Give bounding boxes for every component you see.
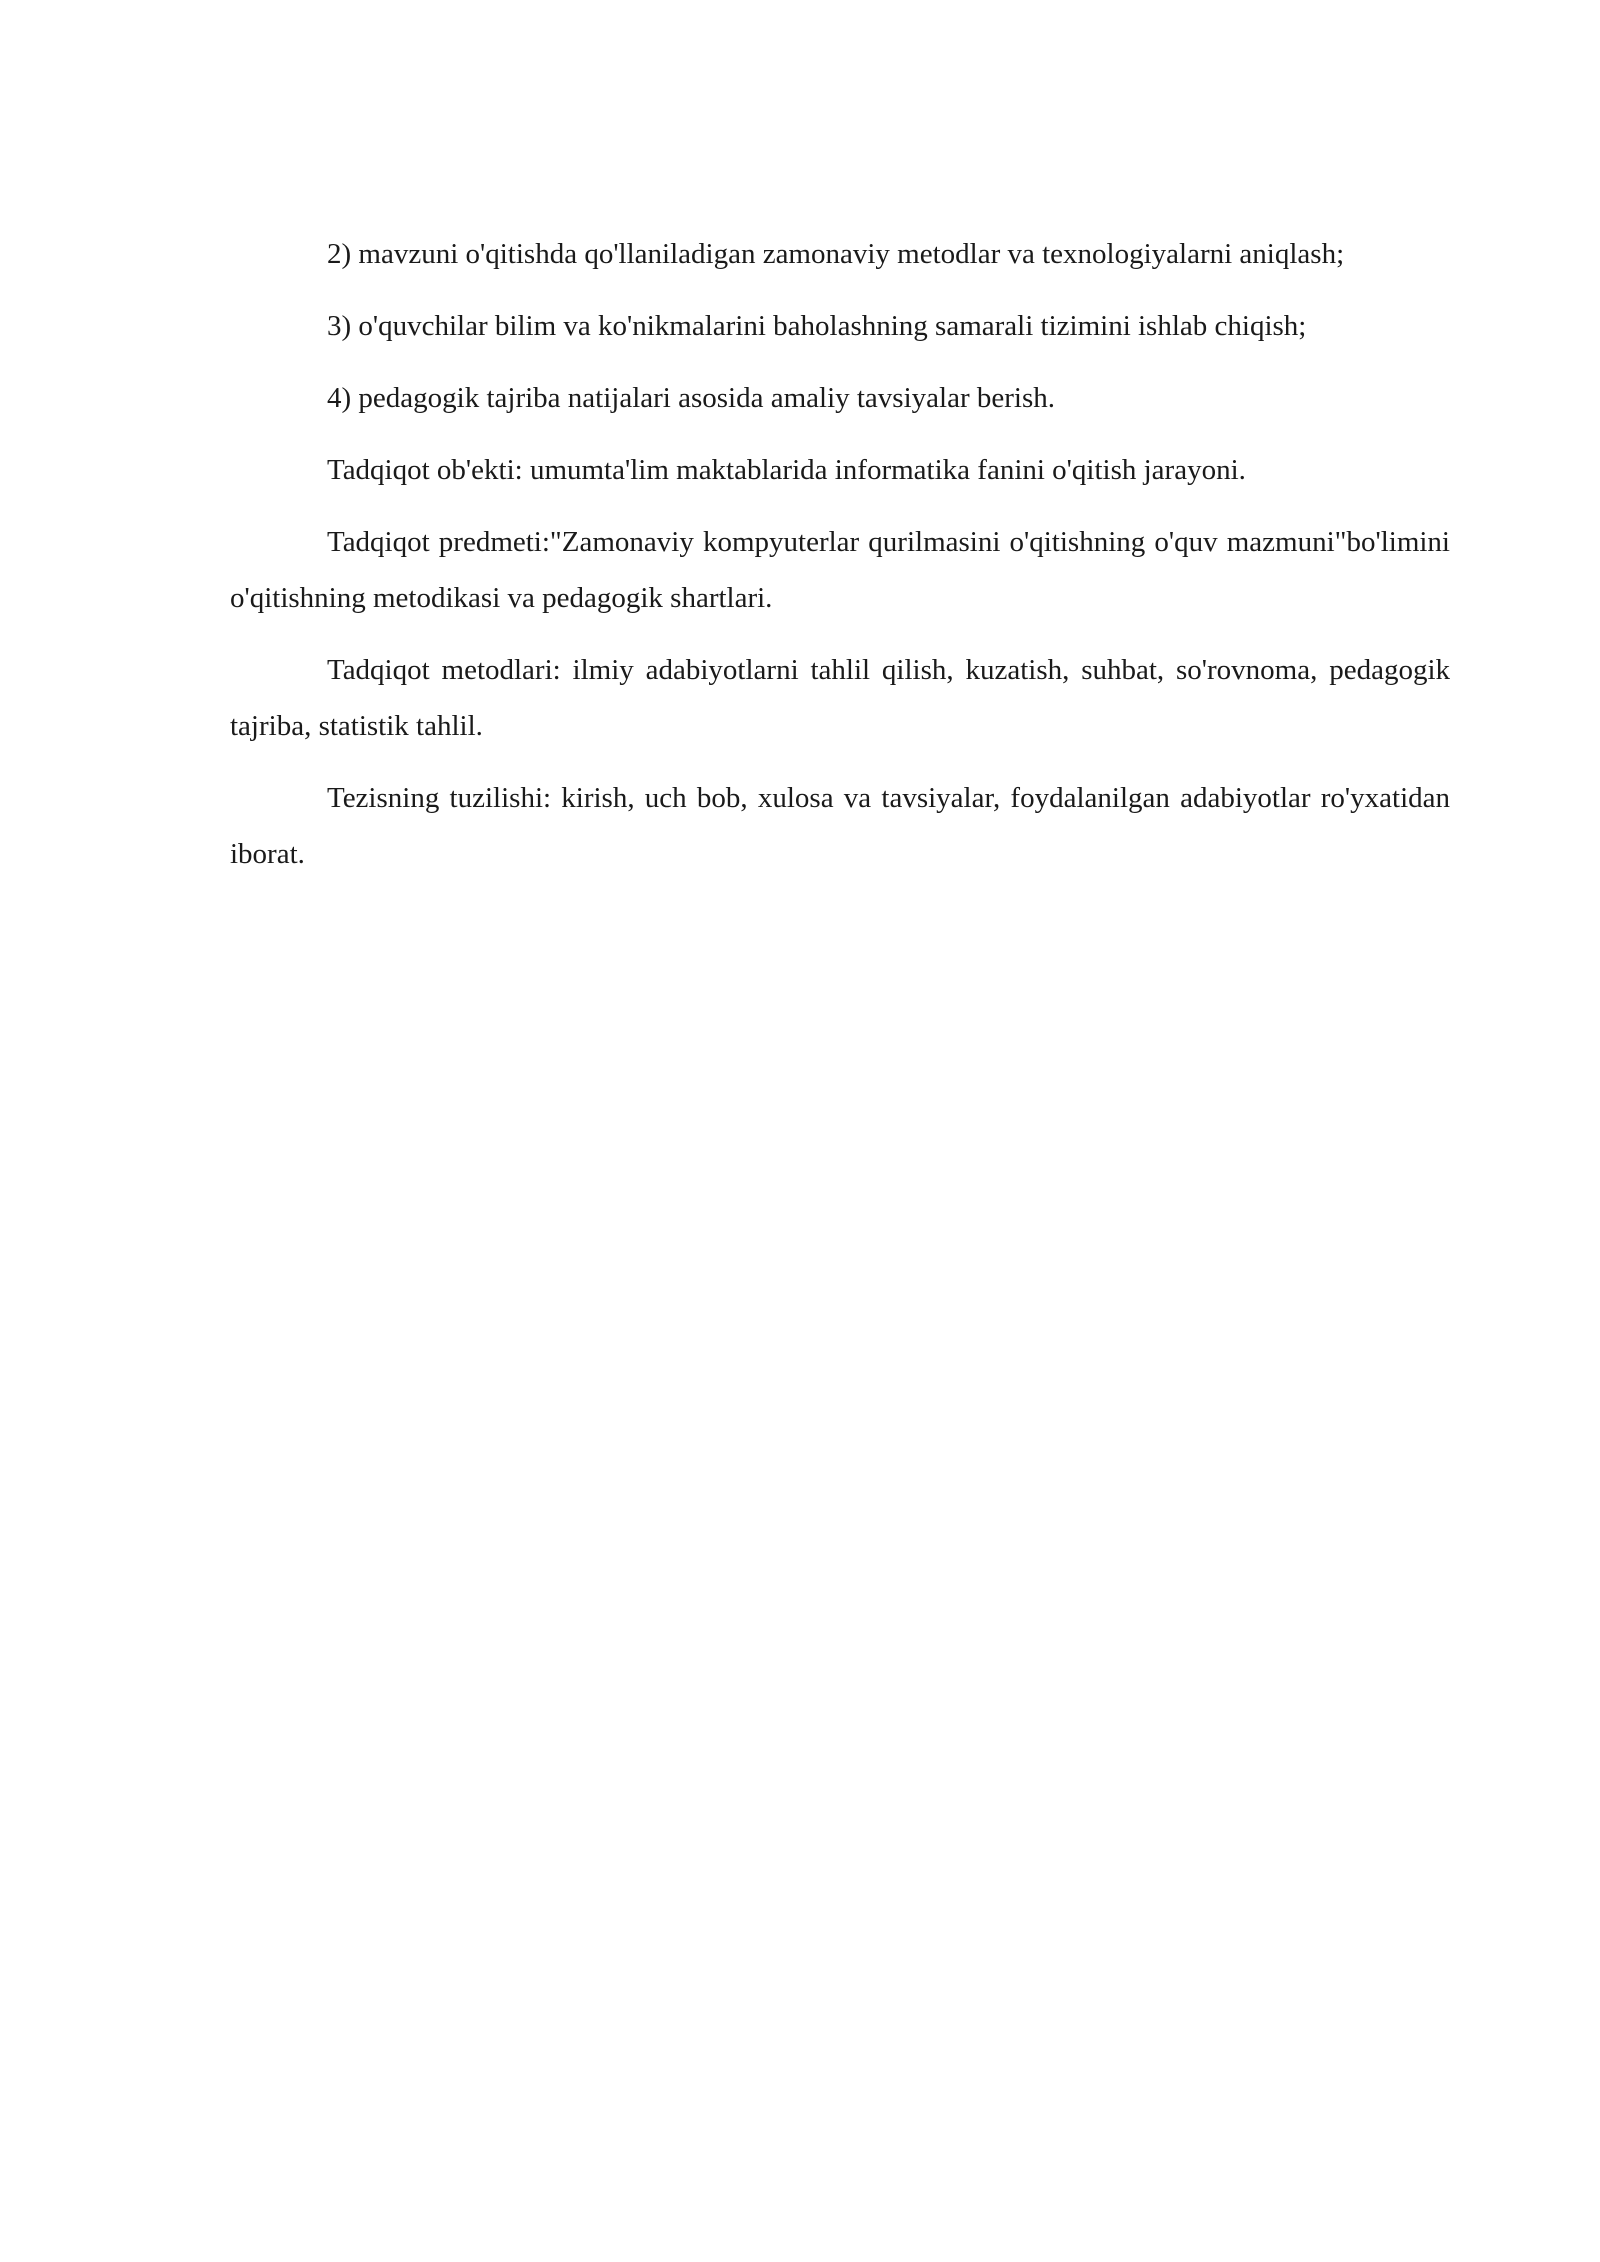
list-item-objective-2: 2) mavzuni o'qitishda qo'llaniladigan zamonaviy metodlar va texnologiyalarni aniqlash;: [327, 238, 1345, 270]
list-item-objective-3: 3) o'quvchilar bilim va ko'nikmalarini baholashning samarali tizimini ishlab chiqish;: [327, 310, 1307, 342]
thesis-structure-paragraph: Tezisning tuzilishi: kirish, uch bob, xulosa va tavsiyalar, foydalanilgan adabiyotlar ro'yxatidan iborat.: [230, 782, 1450, 870]
document-body: [230, 226, 1450, 898]
research-object-paragraph: Tadqiqot ob'ekti: umumta'lim maktablarida informatika fanini o'qitish jarayoni.: [327, 454, 1246, 486]
research-subject-paragraph: Tadqiqot predmeti:"Zamonaviy kompyuterlar qurilmasini o'qitishning o'quv mazmuni"bo'limini o'qitishning metodikasi va pedagogik shartlari.: [230, 526, 1450, 614]
list-item-objective-4: 4) pedagogik tajriba natijalari asosida amaliy tavsiyalar berish.: [327, 382, 1055, 414]
research-methods-paragraph: Tadqiqot metodlari: ilmiy adabiyotlarni tahlil qilish, kuzatish, suhbat, so'rovnoma, pedagogik tajriba, statistik tahlil.: [230, 654, 1450, 742]
